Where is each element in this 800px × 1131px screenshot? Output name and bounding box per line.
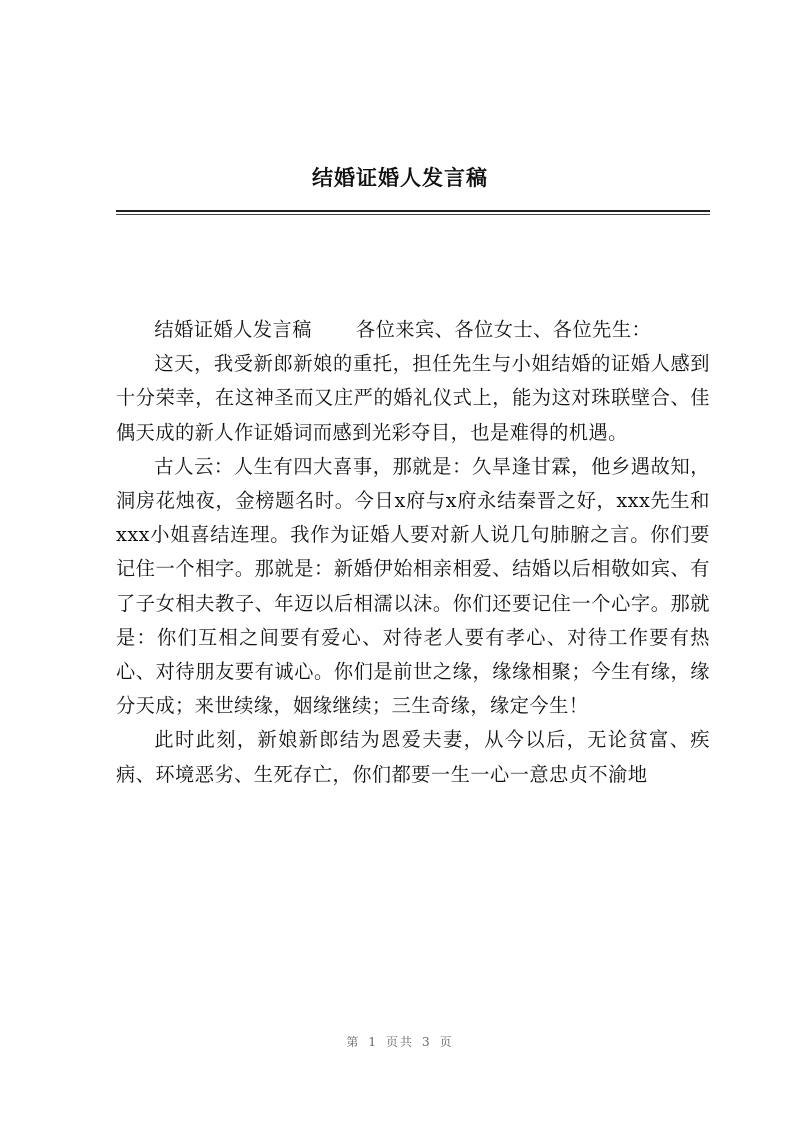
document-body xyxy=(116,313,710,792)
salutation: 各位来宾、各位女士、各位先生： xyxy=(355,318,652,341)
footer-prefix: 第 xyxy=(346,1035,361,1049)
footer-page-number: 1 xyxy=(368,1035,378,1049)
title-divider-thin xyxy=(116,214,710,215)
lead-line xyxy=(116,313,710,347)
page-footer xyxy=(0,1033,800,1050)
title-divider xyxy=(116,210,710,212)
page-title: 结婚证婚人发言稿 xyxy=(312,166,488,190)
paragraph: 这天，我受新郎新娘的重托，担任先生与小姐结婚的证婚人感到十分荣幸，在这神圣而又庄严的婚礼仪式上，能为这对珠联壁合、佳偶天成的新人作证婚词而感到光彩夺目，也是难得的机遇。 xyxy=(116,352,710,444)
footer-total-pages: 3 xyxy=(422,1035,432,1049)
lead-title: 结婚证婚人发言稿 xyxy=(154,318,312,341)
footer-middle: 页共 xyxy=(385,1035,414,1049)
paragraph: 此时此刻，新娘新郎结为恩爱夫妻，从今以后，无论贫富、疾病、环境恶劣、生死存亡，你们都要一生一心一意忠贞不渝地 xyxy=(116,728,710,786)
footer-suffix: 页 xyxy=(439,1035,454,1049)
paragraph: 古人云：人生有四大喜事，那就是：久旱逢甘霖，他乡遇故知，洞房花烛夜，金榜题名时。今日x府与x府永结秦晋之好，xxx先生和xxx小姐喜结连理。我作为证婚人要对新人说几句肺腑之言。你们要记住一个相字。那就是：新婚伊始相亲相爱、结婚以后相敬如宾、有了子女相夫教子、年迈以后相濡以沫。你们还要记住一个心字。那就是：你们互相之间要有爱心、对待老人要有孝心、对待工作要有热心、对待朋友要有诚心。你们是前世之缘，缘缘相聚；今生有缘，缘分天成；来世续缘，姻缘继续；三生奇缘，缘定今生！ xyxy=(116,454,710,718)
